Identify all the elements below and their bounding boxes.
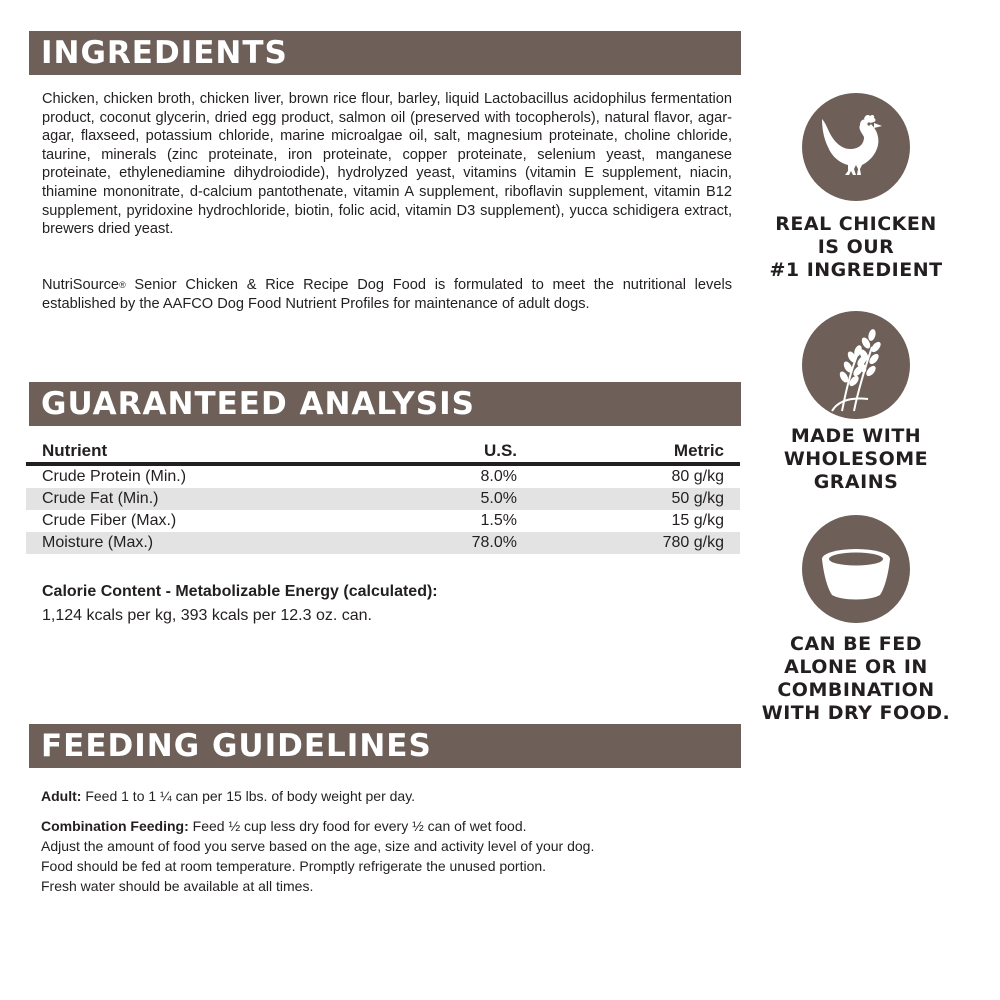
claim-combination-feeding	[755, 633, 957, 725]
combination-label: Combination Feeding:	[41, 818, 189, 834]
chicken-icon	[802, 93, 910, 201]
feeding-adult	[41, 786, 415, 806]
adult-text: Feed 1 to 1 ¼ can per 15 lbs. of body weight per day.	[81, 788, 416, 804]
claim-line: WHOLESOME	[783, 448, 929, 470]
claim-line: CAN BE FED	[790, 633, 922, 655]
metric-cell: 80 g/kg	[671, 468, 724, 485]
wheat-icon	[802, 311, 910, 419]
claim-real-chicken	[755, 213, 957, 282]
feeding-temperature: Food should be fed at room temperature. Promptly refrigerate the unused portion.	[41, 858, 547, 874]
claim-line: WITH DRY FOOD.	[761, 702, 951, 724]
nutrient-cell: Moisture (Max.)	[26, 532, 342, 554]
feeding-combination	[41, 816, 527, 836]
us-cell: 78.0%	[342, 532, 517, 554]
claim-line: GRAINS	[813, 471, 899, 493]
claim-line: #1 INGREDIENT	[769, 259, 943, 281]
nutrient-cell: Crude Fiber (Max.)	[42, 512, 177, 529]
ingredients-list: Chicken, chicken broth, chicken liver, brown rice flour, barley, liquid Lactobacillus acidophilus fermentation product, coconut glycerin, dried egg product, salmon oil (preserved with tocopherols), natural flavor, agar-agar, flaxseed, potassium chloride, marine microalgae oil, salt, magnesium proteinate, choline chloride, taurine, minerals (zinc proteinate, iron proteinate, copper proteinate, selenium yeast, manganese proteinate, ethylenediamine dihydroiodide), hydrolyzed yeast, vitamins (vitamin E supplement, niacin, thiamine mononitrate, d-calcium pantothenate, vitamin A supplement, riboflavin supplement, vitamin B12 supplement, pyridoxine hydrochloride, biotin, folic acid, vitamin D3 supplement), yucca schidigera extract, brewers dried yeast.	[42, 91, 732, 238]
aafco-statement	[42, 276, 732, 313]
bowl-icon	[802, 515, 910, 623]
feeding-heading: FEEDING GUIDELINES	[29, 724, 741, 768]
table-row	[26, 488, 740, 510]
metric-cell: 780 g/kg	[517, 532, 740, 554]
registered-mark: ®	[119, 280, 126, 290]
adult-label: Adult:	[41, 788, 82, 804]
metric-cell: 15 g/kg	[671, 512, 724, 529]
claim-wholesome-grains	[755, 425, 957, 494]
brand-name: NutriSource	[42, 277, 120, 293]
column-header-nutrient: Nutrient	[26, 438, 342, 464]
feeding-water: Fresh water should be available at all times.	[41, 878, 314, 894]
column-header-us: U.S.	[342, 438, 517, 464]
us-cell: 5.0%	[342, 488, 517, 510]
claim-line: MADE WITH	[790, 425, 922, 447]
calorie-content-title: Calorie Content - Metabolizable Energy (calculated):	[42, 583, 438, 600]
us-cell: 1.5%	[480, 512, 517, 529]
claim-line: ALONE OR IN	[784, 656, 928, 678]
column-header-metric: Metric	[517, 438, 740, 464]
metric-cell: 50 g/kg	[517, 488, 740, 510]
analysis-heading: GUARANTEED ANALYSIS	[29, 382, 741, 426]
table-header-row	[26, 438, 740, 464]
statement-text: Senior Chicken & Rice Recipe Dog Food is formulated to meet the nutritional levels established by the AAFCO Dog Food Nutrient Profiles for maintenance of adult dogs.	[42, 277, 732, 312]
nutrient-cell: Crude Fat (Min.)	[26, 488, 342, 510]
nutrient-cell: Crude Protein (Min.)	[42, 468, 187, 485]
guaranteed-analysis-table	[26, 438, 740, 554]
us-cell: 8.0%	[480, 468, 517, 485]
calorie-content-text: 1,124 kcals per kg, 393 kcals per 12.3 oz. can.	[42, 607, 372, 624]
feeding-adjust: Adjust the amount of food you serve based on the age, size and activity level of your dog.	[41, 838, 595, 854]
table-row	[26, 532, 740, 554]
ingredients-heading: INGREDIENTS	[29, 31, 741, 75]
claim-line: REAL CHICKEN	[775, 213, 937, 235]
table-row	[26, 464, 740, 488]
table-row	[26, 510, 740, 532]
claim-line: IS OUR	[817, 236, 895, 258]
combination-text: Feed ½ cup less dry food for every ½ can of wet food.	[188, 818, 527, 834]
claim-line: COMBINATION	[777, 679, 935, 701]
